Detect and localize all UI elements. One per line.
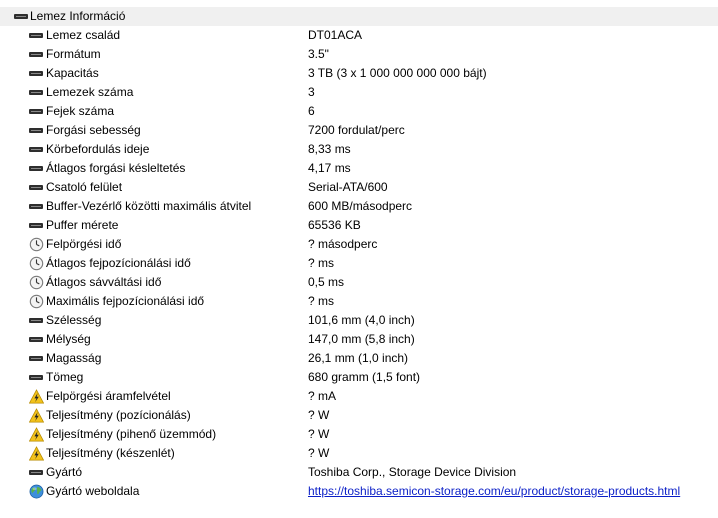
row-value: 0,5 ms bbox=[308, 275, 345, 289]
row-value: 65536 KB bbox=[308, 218, 361, 232]
globe-icon bbox=[29, 484, 44, 499]
info-row-felporgesi-ido[interactable] bbox=[0, 235, 718, 254]
info-row-korbefordulas-ideje[interactable] bbox=[0, 140, 718, 159]
clock-icon bbox=[29, 294, 44, 309]
row-value: 101,6 mm (4,0 inch) bbox=[308, 313, 415, 327]
info-row-formatum[interactable] bbox=[0, 45, 718, 64]
info-row-csatolo-felulet[interactable] bbox=[0, 178, 718, 197]
row-label: Mélység bbox=[46, 332, 91, 346]
row-label: Magasság bbox=[46, 351, 102, 365]
disk-icon bbox=[29, 356, 43, 361]
disk-icon bbox=[29, 223, 43, 228]
info-row-forgasi-sebesseg[interactable] bbox=[0, 121, 718, 140]
row-label: Gyártó bbox=[46, 465, 83, 479]
row-label: Forgási sebesség bbox=[46, 123, 141, 137]
row-value: ? W bbox=[308, 427, 330, 441]
row-label: Csatoló felület bbox=[46, 180, 123, 194]
info-row-felporgesi-aramfelvetel[interactable] bbox=[0, 387, 718, 406]
row-label: Formátum bbox=[46, 47, 101, 61]
row-value: 26,1 mm (1,0 inch) bbox=[308, 351, 409, 365]
row-label: Átlagos forgási késleltetés bbox=[46, 161, 186, 175]
row-value: 7200 fordulat/perc bbox=[308, 123, 405, 137]
row-value: ? W bbox=[308, 408, 330, 422]
row-label: Buffer-Vezérlő közötti maximális átvitel bbox=[46, 199, 252, 213]
row-value: 3.5" bbox=[308, 47, 329, 61]
row-value: 600 MB/másodperc bbox=[308, 199, 413, 213]
info-row-buffer-vezerlo-kozotti-maximalis-atvitel[interactable] bbox=[0, 197, 718, 216]
info-row-magassag[interactable] bbox=[0, 349, 718, 368]
row-label: Szélesség bbox=[46, 313, 102, 327]
row-value: 8,33 ms bbox=[308, 142, 351, 156]
row-label: Lemezek száma bbox=[46, 85, 134, 99]
disk-icon bbox=[29, 52, 43, 57]
info-row-szelesseg[interactable] bbox=[0, 311, 718, 330]
info-row-maximalis-fejpozicionalasi-ido[interactable] bbox=[0, 292, 718, 311]
row-label: Tömeg bbox=[46, 370, 84, 384]
disk-icon bbox=[29, 147, 43, 152]
row-label: Átlagos sávváltási idő bbox=[46, 275, 162, 289]
row-value: 4,17 ms bbox=[308, 161, 351, 175]
clock-icon bbox=[29, 256, 44, 271]
disk-icon bbox=[29, 375, 43, 380]
info-row-atlagos-forgasi-kesleltetes[interactable] bbox=[0, 159, 718, 178]
disk-icon bbox=[29, 185, 43, 190]
info-row-teljesitmeny-piheno-uzemmod[interactable] bbox=[0, 425, 718, 444]
info-row-tomeg[interactable] bbox=[0, 368, 718, 387]
info-row-lemez-csalad[interactable] bbox=[0, 26, 718, 45]
row-label: Fejek száma bbox=[46, 104, 115, 118]
lightning-icon bbox=[29, 427, 44, 442]
info-row-kapacitas[interactable] bbox=[0, 64, 718, 83]
lightning-icon bbox=[29, 389, 44, 404]
disk-icon bbox=[29, 33, 43, 38]
lightning-icon bbox=[29, 446, 44, 461]
disk-icon bbox=[29, 128, 43, 133]
row-label: Gyártó weboldala bbox=[46, 484, 140, 498]
info-row-teljesitmeny-keszenlet[interactable] bbox=[0, 444, 718, 463]
info-row-puffer-merete[interactable] bbox=[0, 216, 718, 235]
disk-icon bbox=[29, 204, 43, 209]
info-row-lemezek-szama[interactable] bbox=[0, 83, 718, 102]
row-label: Körbefordulás ideje bbox=[46, 142, 150, 156]
row-label: Kapacitás bbox=[46, 66, 99, 80]
group-row-lemez-informacio[interactable] bbox=[0, 7, 718, 26]
manufacturer-website-link[interactable]: https://toshiba.semicon-storage.com/eu/product/storage-products.html bbox=[308, 484, 681, 498]
info-row-melyseg[interactable] bbox=[0, 330, 718, 349]
row-label: Teljesítmény (készenlét) bbox=[46, 446, 175, 460]
row-value: ? ms bbox=[308, 294, 335, 308]
clock-icon bbox=[29, 275, 44, 290]
row-value: Toshiba Corp., Storage Device Division bbox=[308, 465, 517, 479]
info-row-gyarto-weboldala[interactable] bbox=[0, 482, 718, 501]
row-value: 147,0 mm (5,8 inch) bbox=[308, 332, 415, 346]
row-label: Lemez család bbox=[46, 28, 121, 42]
row-value: 680 gramm (1,5 font) bbox=[308, 370, 421, 384]
disk-icon bbox=[29, 166, 43, 171]
row-label: Puffer mérete bbox=[46, 218, 119, 232]
row-value: ? másodperc bbox=[308, 237, 378, 251]
row-value: ? mA bbox=[308, 389, 337, 403]
info-row-teljesitmeny-pozicionalas[interactable] bbox=[0, 406, 718, 425]
row-label: Teljesítmény (pihenő üzemmód) bbox=[46, 427, 217, 441]
disk-icon bbox=[29, 318, 43, 323]
row-value: 3 TB (3 x 1 000 000 000 000 bájt) bbox=[308, 66, 487, 80]
group-label: Lemez Információ bbox=[30, 9, 126, 23]
row-label: Felpörgési áramfelvétel bbox=[46, 389, 171, 403]
row-label: Átlagos fejpozícionálási idő bbox=[46, 256, 191, 270]
lightning-icon bbox=[29, 408, 44, 423]
row-value: 3 bbox=[308, 85, 315, 99]
disk-icon bbox=[29, 109, 43, 114]
disk-icon bbox=[29, 470, 43, 475]
info-row-atlagos-savvaltasi-ido[interactable] bbox=[0, 273, 718, 292]
row-value: ? W bbox=[308, 446, 330, 460]
clock-icon bbox=[29, 237, 44, 252]
row-label: Maximális fejpozícionálási idő bbox=[46, 294, 205, 308]
disk-icon bbox=[14, 14, 28, 19]
row-label: Felpörgési idő bbox=[46, 237, 122, 251]
disk-icon bbox=[29, 337, 43, 342]
info-row-fejek-szama[interactable] bbox=[0, 102, 718, 121]
row-value: Serial-ATA/600 bbox=[308, 180, 388, 194]
row-value: 6 bbox=[308, 104, 315, 118]
disk-icon bbox=[29, 71, 43, 76]
row-value: ? ms bbox=[308, 256, 335, 270]
row-label: Teljesítmény (pozícionálás) bbox=[46, 408, 191, 422]
info-row-gyarto[interactable] bbox=[0, 463, 718, 482]
info-row-atlagos-fejpozicionalasi-ido[interactable] bbox=[0, 254, 718, 273]
disk-icon bbox=[29, 90, 43, 95]
row-value: DT01ACA bbox=[308, 28, 363, 42]
